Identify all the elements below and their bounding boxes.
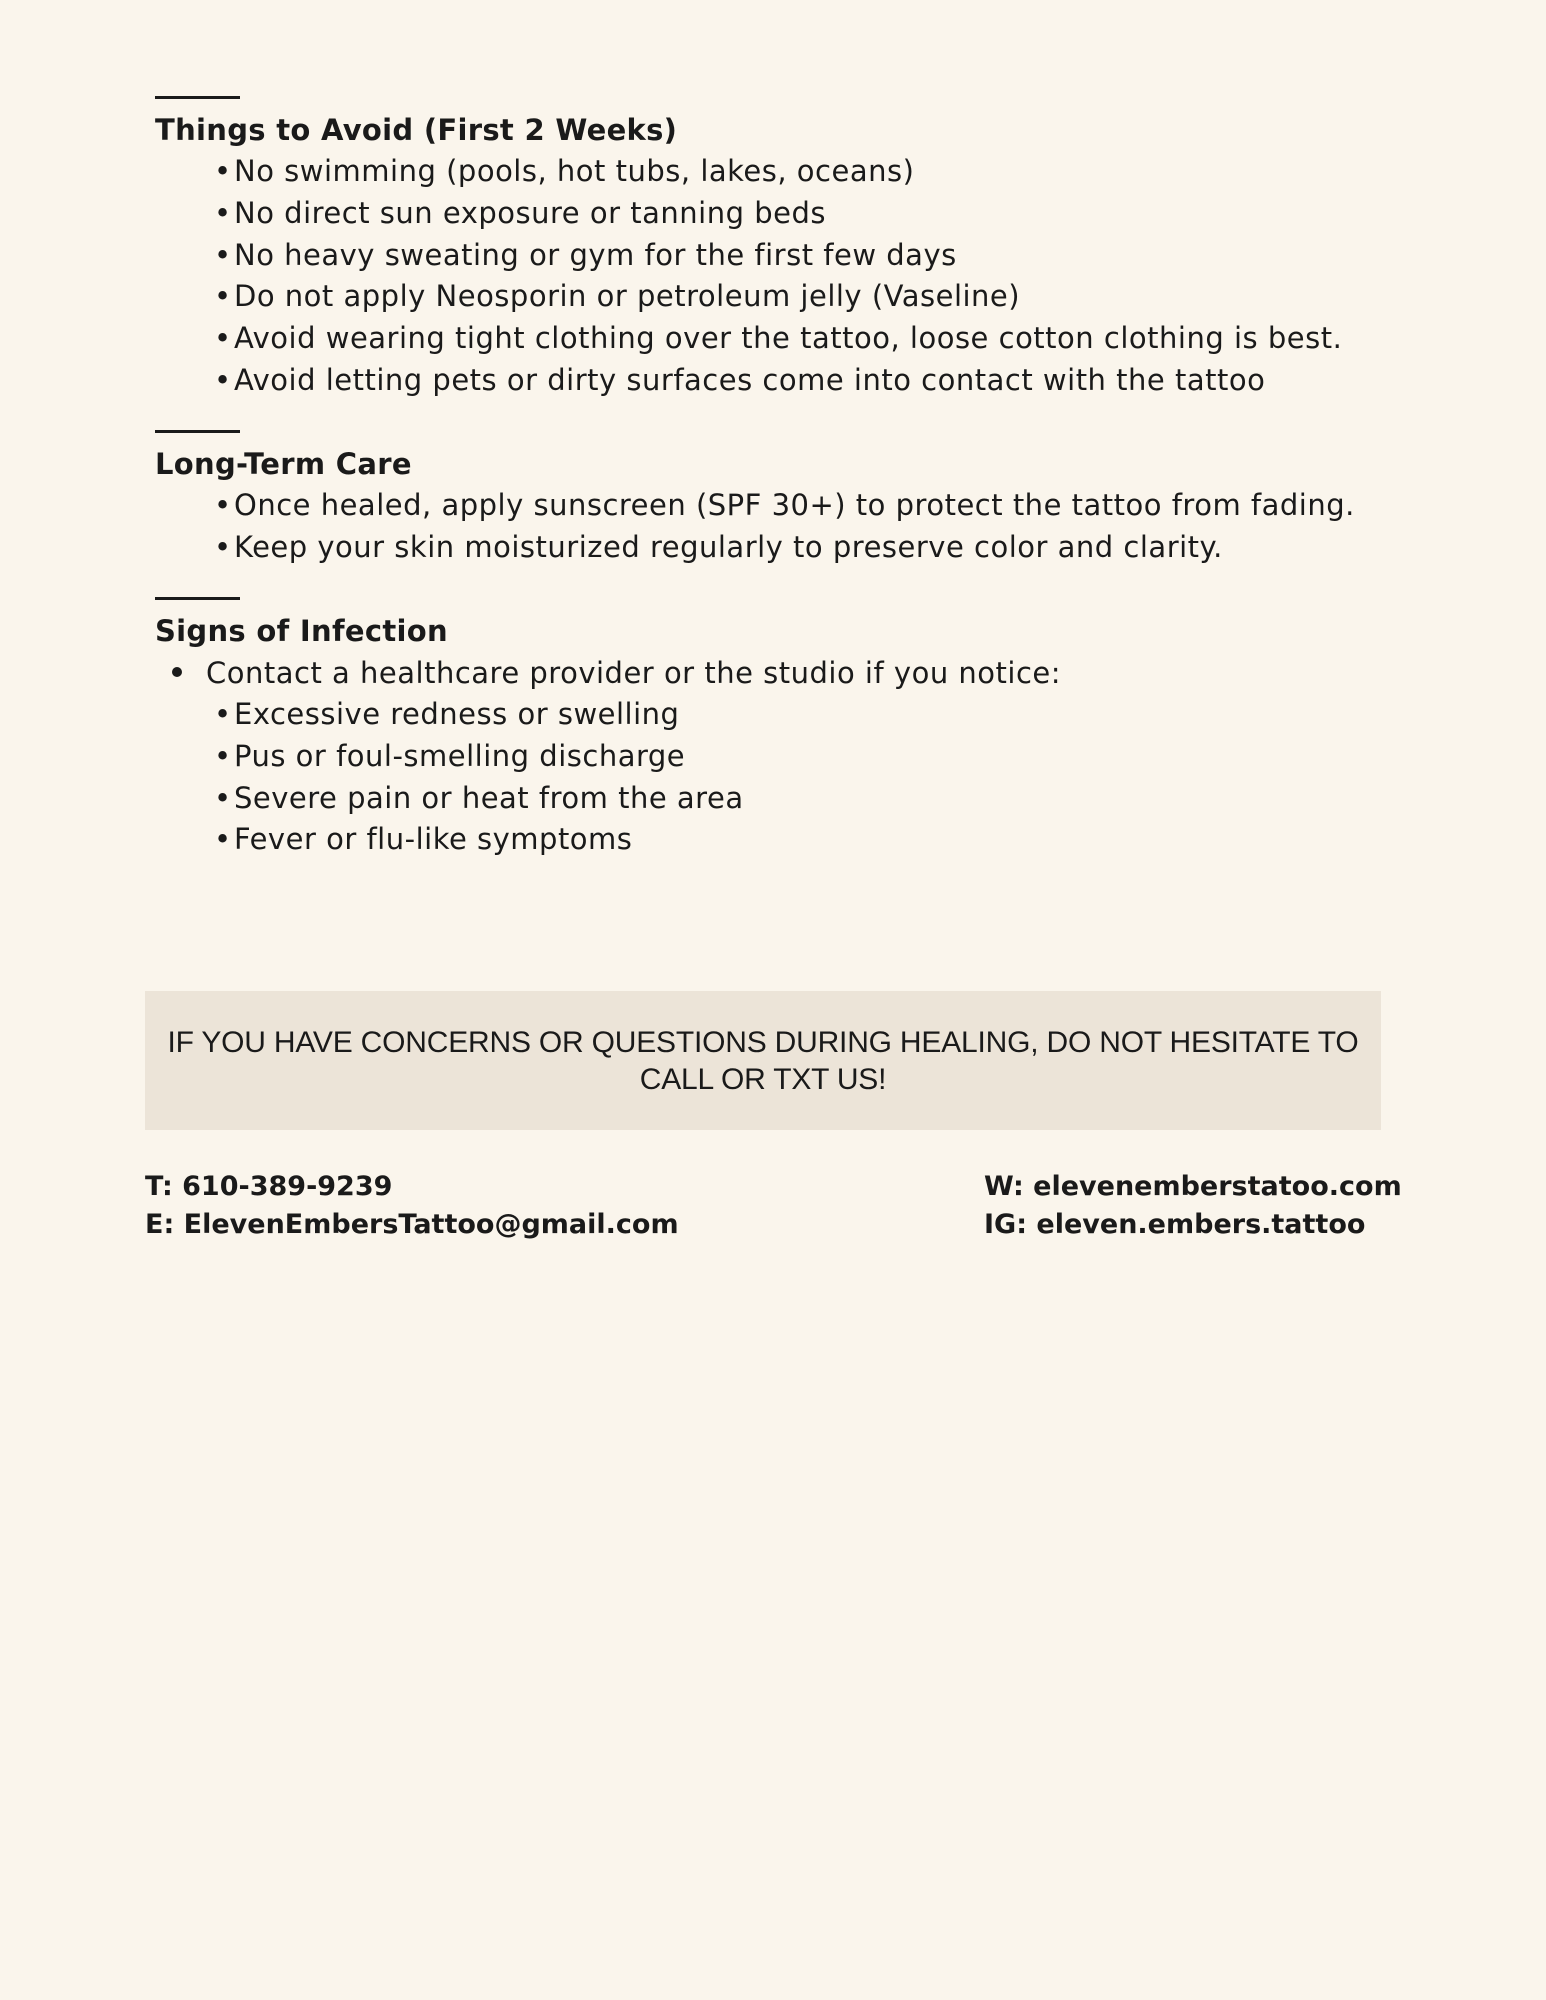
list-item: •Do not apply Neosporin or petroleum jelly (Vaseline) <box>214 276 1405 318</box>
contact-phone[interactable]: T: 610-389-9239 <box>145 1171 393 1202</box>
contact-website[interactable]: W: elevenemberstatoo.com <box>984 1171 1402 1202</box>
longterm-section <box>155 430 1405 569</box>
bullet-icon: • <box>214 697 232 731</box>
bullet-icon: • <box>214 529 232 564</box>
avoid-section <box>155 96 1405 402</box>
avoid-heading: Things to Avoid (First 2 Weeks) <box>155 113 678 147</box>
infection-heading: Signs of Infection <box>155 614 448 648</box>
longterm-list <box>155 485 1405 569</box>
list-item: •Once healed, apply sunscreen (SPF 30+) to protect the tattoo from fading. <box>214 485 1405 527</box>
bullet-icon: • <box>214 780 232 815</box>
list-item: •No direct sun exposure or tanning beds <box>214 193 1405 235</box>
section-divider <box>155 430 240 433</box>
section-divider <box>155 597 240 600</box>
section-divider <box>155 96 240 99</box>
bullet-icon: • <box>214 488 232 522</box>
list-item: •Severe pain or heat from the area <box>214 778 1405 820</box>
bullet-icon: • <box>214 237 232 272</box>
infection-list <box>155 694 1405 861</box>
bullet-icon <box>172 667 182 677</box>
infection-lead: Contact a healthcare provider or the studio if you notice: <box>155 652 1405 694</box>
bullet-icon: • <box>214 738 232 773</box>
avoid-list <box>155 151 1405 402</box>
list-item: •No heavy sweating or gym for the first few days <box>214 235 1405 277</box>
list-item: •Keep your skin moisturized regularly to preserve color and clarity. <box>214 527 1405 569</box>
list-item: •Excessive redness or swelling <box>214 694 1405 736</box>
contact-email[interactable]: E: ElevenEmbersTattoo@gmail.com <box>145 1209 679 1240</box>
bullet-icon: • <box>214 195 232 230</box>
contact-left <box>145 1168 679 1244</box>
bullet-icon: • <box>214 362 232 397</box>
list-item: •Avoid letting pets or dirty surfaces come into contact with the tattoo <box>214 360 1405 402</box>
bullet-icon: • <box>214 279 232 314</box>
list-item: •Pus or foul-smelling discharge <box>214 736 1405 778</box>
bullet-icon: • <box>214 321 232 356</box>
longterm-heading: Long-Term Care <box>155 447 412 481</box>
list-item: •No swimming (pools, hot tubs, lakes, oceans) <box>214 151 1405 193</box>
infection-section <box>155 597 1405 861</box>
callout-text: IF YOU HAVE CONCERNS OR QUESTIONS DURING HEALING, DO NOT HESITATE TO CALL OR TXT US! <box>167 1025 1359 1096</box>
contact-instagram[interactable]: IG: eleven.embers.tattoo <box>984 1209 1366 1240</box>
bullet-icon: • <box>214 154 232 188</box>
list-item: •Fever or flu-like symptoms <box>214 819 1405 861</box>
contact-right <box>984 1168 1402 1244</box>
callout-box <box>145 991 1381 1130</box>
bullet-icon: • <box>214 822 232 857</box>
list-item: •Avoid wearing tight clothing over the tattoo, loose cotton clothing is best. <box>214 318 1405 360</box>
